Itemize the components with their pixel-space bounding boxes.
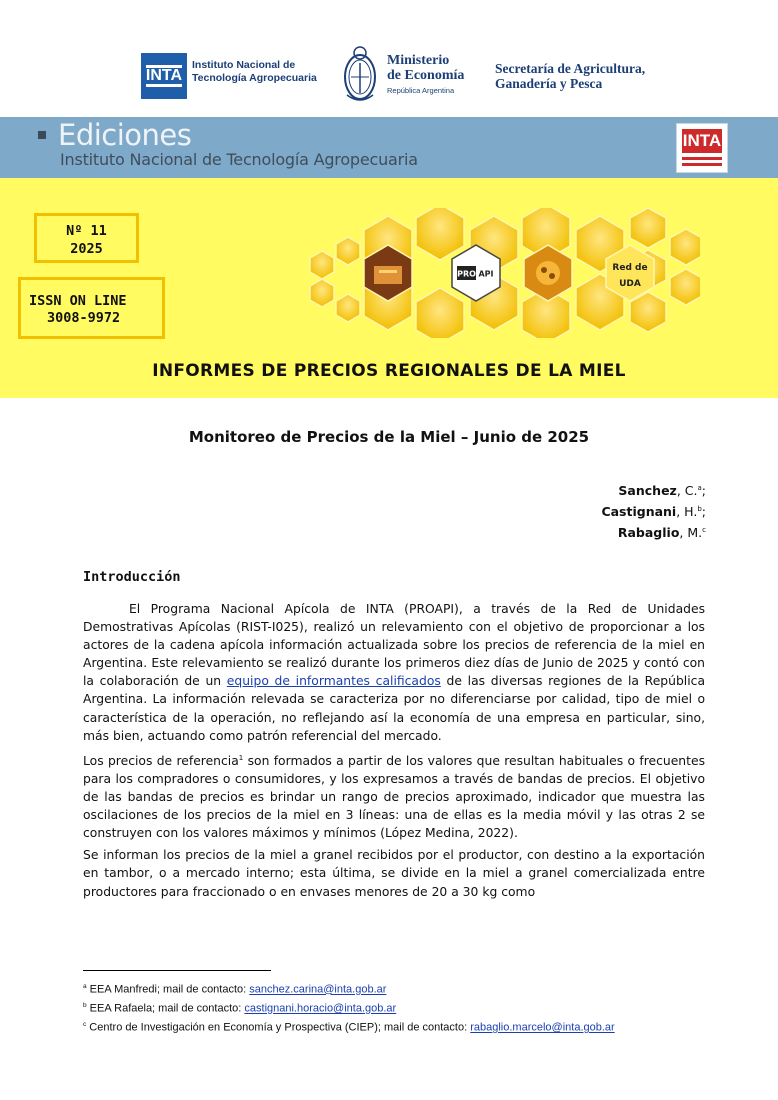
body-text — [83, 600, 705, 905]
paragraph: El Programa Nacional Apícola de INTA (PROAPI), a través de la Red de Unidades Demostrativas Apícolas (RIST-I025), realizó un relevamiento con el objetivo de proporcionar a los actores de la cadena apícola información actualizada sobre los precios de referencia de la miel en Argentina. Este relevamiento se realizó durante los primeros diez días de Junio de 2025 y contó con la colaboración de un equipo de informantes calificados de las diversas regiones de la República Argentina. La información relevada se caracteriza por no diferenciarse por calidad, tipo de miel o característica de la operación, no reflejando así la economía de una empresa en particular, sino, más bien, actuando como patrón referencial del mercado. — [83, 602, 706, 743]
email-link[interactable]: rabaglio.marcelo@inta.gob.ar — [470, 1021, 615, 1034]
email-link[interactable]: sanchez.carina@inta.gob.ar — [249, 983, 387, 996]
issue-number: Nº 11 — [66, 223, 107, 239]
footnote-ref: 1 — [238, 753, 244, 762]
issue-box — [34, 213, 139, 263]
issn-number: 3008-9972 — [47, 310, 121, 326]
document-title: Monitoreo de Precios de la Miel – Junio de 2025 — [188, 428, 590, 446]
secretariat-name: Secretaría de Agricultura, Ganadería y Pesca — [495, 61, 646, 91]
issn-box — [18, 277, 165, 339]
inta-badge-logo: INTA — [676, 123, 728, 173]
footnote-divider — [83, 970, 271, 971]
footnote: $^a$ EEA Manfredi; mail de contacto: sanchez.carina@inta.gob.ar — [83, 983, 387, 996]
svg-text:Red de: Red de — [612, 263, 648, 273]
national-seal-icon — [341, 43, 379, 107]
author: Sanchez, C.$^a$; — [618, 483, 706, 499]
issue-year: 2025 — [70, 241, 103, 257]
ministry-name: Ministerio de Economía — [387, 53, 465, 83]
inta-logo: INTA — [141, 53, 187, 99]
paragraph: Se informan los precios de la miel a granel recibidos por el productor, con destino a la exportación en tambor, o a mercado interno; esta última, se divide en la miel a granel comercializada entre productores para fraccionado o en envases menores de 20 a 30 kg como — [83, 848, 705, 899]
issn-label: ISSN ON LINE — [29, 293, 127, 309]
footnotes — [83, 979, 615, 1036]
footnote: $^b$ EEA Rafaela; mail de contacto: castignani.horacio@inta.gob.ar — [83, 1002, 397, 1015]
email-link[interactable]: castignani.horacio@inta.gob.ar — [244, 1002, 397, 1015]
inta-institute-name: Instituto Nacional de Tecnología Agropecuaria — [192, 59, 317, 84]
ministry-country: República Argentina — [387, 86, 455, 95]
ediciones-title: Ediciones — [58, 118, 192, 152]
ediciones-subtitle: Instituto Nacional de Tecnología Agropecuaria — [60, 150, 418, 169]
section-heading: Introducción — [83, 569, 181, 585]
header-logos — [0, 40, 778, 110]
svg-text:UDA: UDA — [619, 279, 641, 289]
svg-text:PRO: PRO — [457, 269, 476, 279]
informants-link[interactable]: equipo de informantes calificados — [226, 674, 441, 689]
paragraph: Los precios de referencia$^1$ son formados a partir de los valores que resultan habituales o frecuentes para los compradores o consumidores, y los expresamos a través de bandas de precios. El objetivo de las bandas de precios es brindar un rango de precios aproximado, indicador que muestra las oscilaciones de los precios de la miel en 3 líneas: una de ellas es la media móvil y las otras 2 se construyen con los valores máximos y mínimos (López Medina, 2022). — [83, 753, 705, 841]
author: Rabaglio, M.$^c$ — [617, 525, 706, 541]
author: Castignani, H.$^b$; — [601, 504, 706, 520]
report-series-title: INFORMES DE PRECIOS REGIONALES DE LA MIEL — [152, 361, 626, 381]
author-list — [601, 479, 706, 542]
bullet-square-icon — [38, 131, 46, 139]
ediciones-banner — [0, 117, 778, 178]
honeycomb-illustration — [280, 208, 700, 338]
svg-text:API: API — [478, 269, 494, 279]
cover-panel — [0, 178, 778, 398]
footnote: $^c$ Centro de Investigación en Economía y Prospectiva (CIEP); mail de contacto: rabaglio.marcelo@inta.gob.ar — [83, 1021, 615, 1034]
honey-frame-photo-icon — [524, 245, 572, 301]
